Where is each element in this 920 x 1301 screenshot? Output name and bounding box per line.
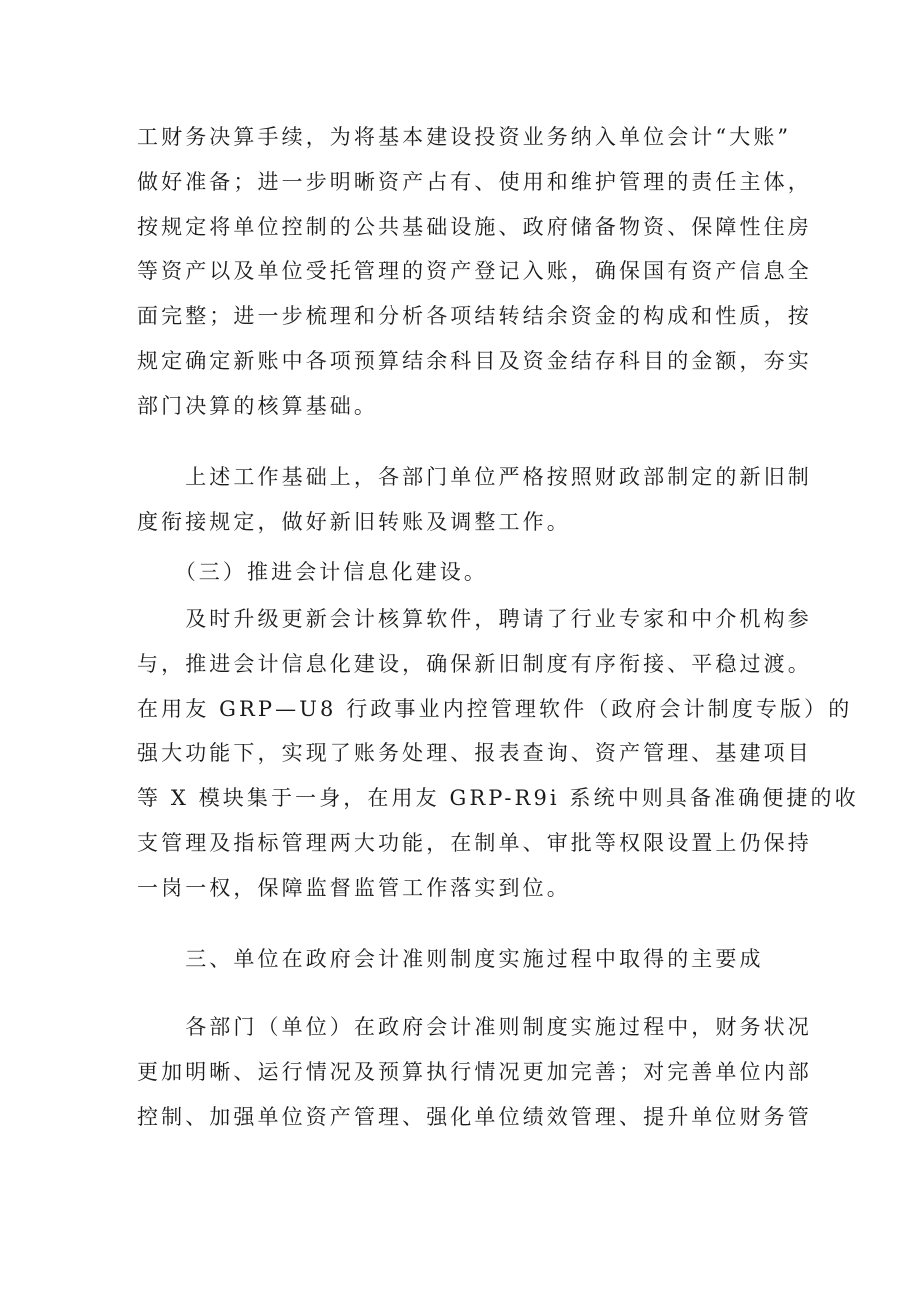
paragraph-1 [137, 115, 812, 429]
text-line: 在用友 GRP—U8 行政事业内控管理软件（政府会计制度专版）的 [137, 696, 853, 721]
text-line: 强大功能下，实现了账务处理、报表查询、资产管理、基建项目 [137, 741, 812, 766]
section-heading-three [137, 937, 789, 982]
paragraph-4 [137, 597, 859, 911]
text-line: 一岗一权，保障监督监管工作落实到位。 [137, 875, 571, 900]
heading-line: 三、单位在政府会计准则制度实施过程中取得的主要成 [137, 947, 764, 971]
text-line: 更加明晰、运行情况及预算执行情况更加完善；对完善单位内部 [137, 1059, 812, 1084]
text-line: 规定确定新账中各项预算结余科目及资金结存科目的金额，夯实 [137, 348, 812, 373]
text-line: 按规定将单位控制的公共基础设施、政府储备物资、保障性住房 [137, 214, 812, 239]
text-line: 工财务决算手续，为将基本建设投资业务纳入单位会计“大账” [137, 125, 792, 149]
text-line: 控制、加强单位资产管理、强化单位绩效管理、提升单位财务管 [137, 1104, 812, 1129]
text-line: 做好准备；进一步明晰资产占有、使用和维护管理的责任主体， [137, 169, 812, 194]
section-heading-3 [137, 550, 789, 595]
text-line: 部门决算的核算基础。 [137, 393, 378, 418]
text-line: 等资产以及单位受托管理的资产登记入账，确保国有资产信息全 [137, 259, 812, 284]
text-line: 度衔接规定，做好新旧转账及调整工作。 [137, 509, 571, 534]
text-line: 各部门（单位）在政府会计准则制度实施过程中，财务状况 [137, 1015, 812, 1039]
paragraph-2 [137, 455, 812, 545]
heading-line: （三）推进会计信息化建设。 [137, 560, 488, 584]
text-line: 等 X 模块集于一身，在用友 GRP-R9i 系统中则具备准确便捷的收 [137, 786, 859, 811]
text-line: 及时升级更新会计核算软件，聘请了行业专家和中介机构参 [137, 607, 812, 631]
text-line: 与，推进会计信息化建设，确保新旧制度有序衔接、平稳过渡。 [137, 651, 812, 676]
text-line: 面完整；进一步梳理和分析各项结转结余资金的构成和性质，按 [137, 304, 812, 329]
text-line: 支管理及指标管理两大功能，在制单、审批等权限设置上仍保持 [137, 830, 812, 855]
paragraph-6 [137, 1005, 812, 1139]
text-line: 上述工作基础上，各部门单位严格按照财政部制定的新旧制 [137, 465, 812, 489]
